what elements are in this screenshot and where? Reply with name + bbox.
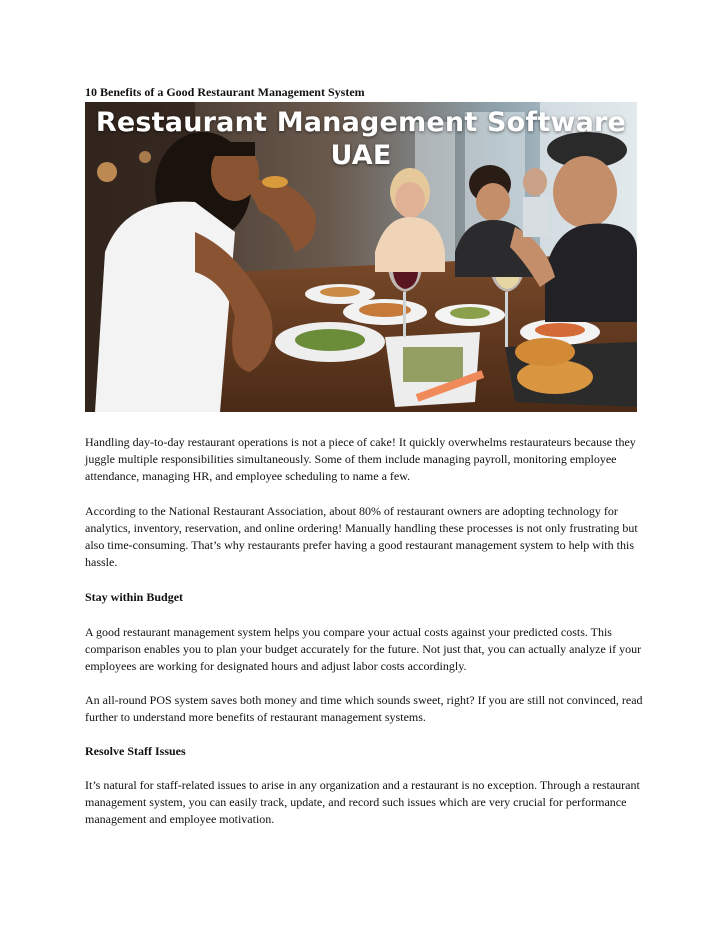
- intro-paragraph-1: Handling day-to-day restaurant operations is not a piece of cake! It quickly overwhelms restaurateurs because they juggle multiple responsibilities simultaneously. Some of them include managing payroll, monitoring employee attendance, managing HR, and employee scheduling to name a few.: [85, 435, 636, 483]
- document-title: 10 Benefits of a Good Restaurant Management System: [85, 85, 365, 99]
- hero-image: [85, 102, 637, 412]
- budget-section-2: [85, 692, 645, 726]
- intro-section: [85, 434, 645, 485]
- hero-overlay-title: [85, 106, 637, 172]
- hero-title-line-2: UAE: [330, 140, 392, 171]
- intro-section-2: [85, 503, 645, 571]
- intro-paragraph-2: According to the National Restaurant Association, about 80% of restaurant owners are adopting technology for analytics, inventory, reservation, and online ordering! Manually handling these processes is not only frustrating but also time-consuming. That’s why restaurants prefer having a good restaurant management system to help with this hassle.: [85, 504, 638, 569]
- hero-title-line-1: Restaurant Management Software: [95, 107, 627, 138]
- budget-paragraph-1: A good restaurant management system helps you compare your actual costs against your predicted costs. This comparison enables you to plan your budget accurately for the future. Not just that, you can actually analyze if your employees are working for designated hours and adjust labor costs accordingly.: [85, 625, 642, 673]
- staff-paragraph-1: It’s natural for staff-related issues to arise in any organization and a restaurant is no exception. Through a restaurant management system, you can easily track, update, and record such issues which are very crucial for performance management and employee motivation.: [85, 778, 640, 826]
- heading-stay-within-budget: Stay within Budget: [85, 590, 184, 604]
- budget-paragraph-2: An all-round POS system saves both money and time which sounds sweet, right? If you are still not convinced, read further to understand more benefits of restaurant management systems.: [85, 693, 643, 724]
- staff-section: [85, 777, 645, 828]
- budget-section: [85, 624, 645, 675]
- heading-resolve-staff-issues: Resolve Staff Issues: [85, 744, 186, 758]
